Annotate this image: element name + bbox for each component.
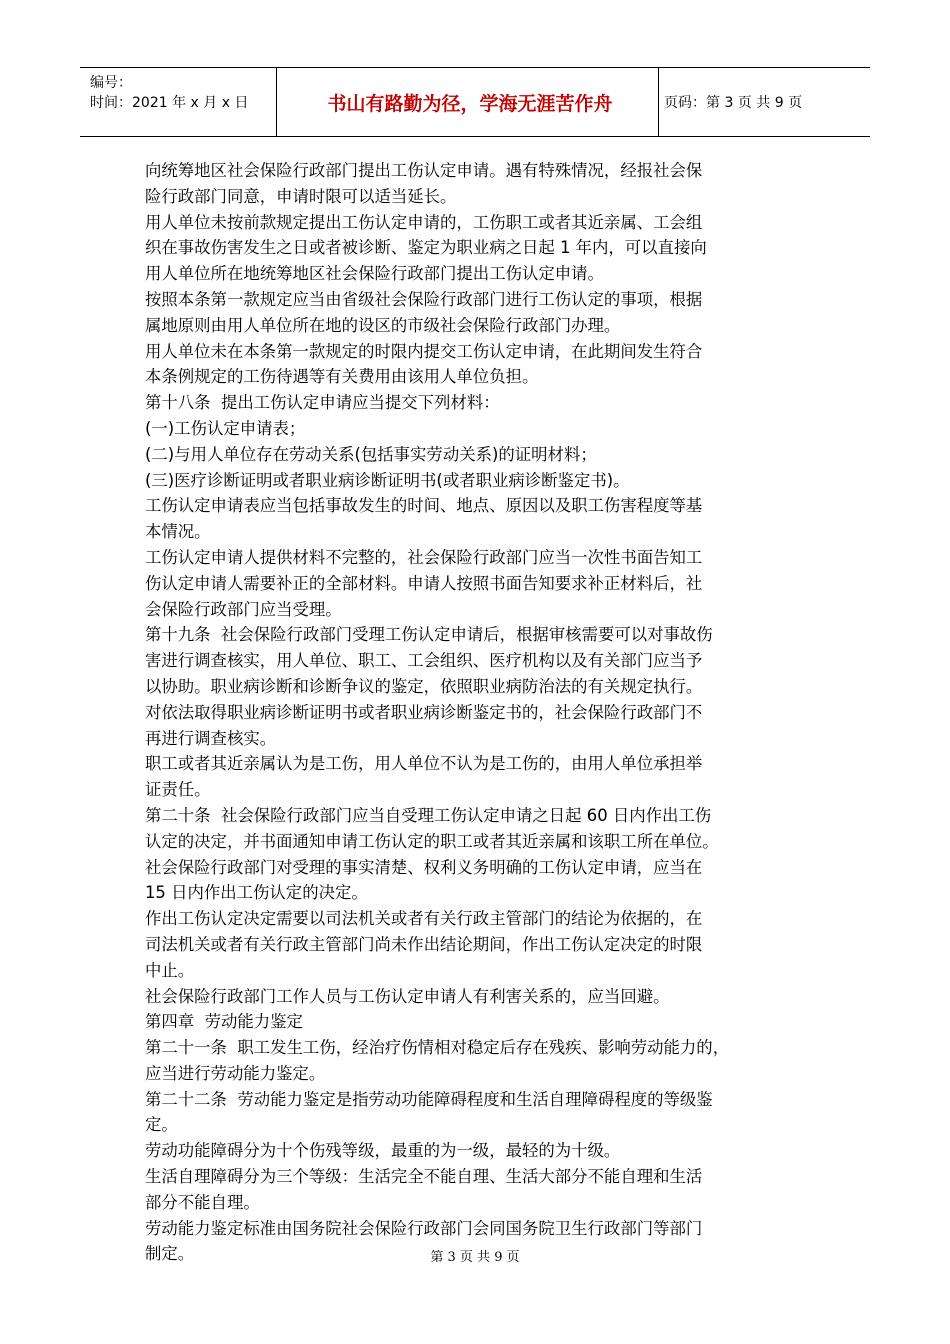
body-text-line: 生活自理障碍分为三个等级：生活完全不能自理、生活大部分不能自理和生活 xyxy=(145,1167,703,1187)
body-text-line: 本条例规定的工伤待遇等有关费用由该用人单位负担。 xyxy=(145,367,539,387)
header-divider-left xyxy=(276,67,277,137)
body-text-line: 害进行调查核实，用人单位、职工、工会组织、医疗机构以及有关部门应当予 xyxy=(145,651,703,671)
body-text-line: 工伤认定申请人提供材料不完整的，社会保险行政部门应当一次性书面告知工 xyxy=(145,547,703,567)
body-text-line: 职工或者其近亲属认为是工伤，用人单位不认为是工伤的，由用人单位承担举 xyxy=(145,754,703,774)
body-text-line: 第二十二条 劳动能力鉴定是指劳动功能障碍程度和生活自理障碍程度的等级鉴 xyxy=(145,1089,713,1109)
body-text-line: 第二十条 社会保险行政部门应当自受理工伤认定申请之日起 60 日内作出工伤 xyxy=(145,805,712,825)
document-number-label: 编号： xyxy=(90,75,132,91)
body-text-line: 劳动能力鉴定标准由国务院社会保险行政部门会同国务院卫生行政部门等部门 xyxy=(145,1218,703,1238)
body-text-line: 工伤认定申请表应当包括事故发生的时间、地点、原因以及职工伤害程度等基 xyxy=(145,496,703,516)
header-divider-right xyxy=(658,67,659,137)
body-text-line: (三)医疗诊断证明或者职业病诊断证明书(或者职业病诊断鉴定书)。 xyxy=(145,470,630,490)
body-text-line: 第二十一条 职工发生工伤，经治疗伤情相对稳定后存在残疾、影响劳动能力的， xyxy=(145,1038,730,1058)
page-footer: 第 3 页 共 9 页 xyxy=(430,1250,520,1265)
document-body xyxy=(145,158,815,1267)
body-text-line: 用人单位未在本条第一款规定的时限内提交工伤认定申请，在此期间发生符合 xyxy=(145,341,703,361)
document-time-label: 时间：2021 年 x 月 x 日 xyxy=(90,95,249,111)
body-text-line: 作出工伤认定决定需要以司法机关或者有关行政主管部门的结论为依据的，在 xyxy=(145,909,703,929)
body-text-line: 用人单位未按前款规定提出工伤认定申请的，工伤职工或者其近亲属、工会组 xyxy=(145,212,703,232)
body-text-line: 制定。 xyxy=(145,1244,195,1264)
body-text-line: 本情况。 xyxy=(145,522,211,542)
body-text-line: 再进行调查核实。 xyxy=(145,728,277,748)
body-text-line: 会保险行政部门应当受理。 xyxy=(145,599,342,619)
body-text-line: 险行政部门同意，申请时限可以适当延长。 xyxy=(145,186,457,206)
header-meta xyxy=(90,73,248,113)
body-text-line: (二)与用人单位存在劳动关系(包括事实劳动关系)的证明材料； xyxy=(145,444,597,464)
body-text-line: 按照本条第一款规定应当由省级社会保险行政部门进行工伤认定的事项，根据 xyxy=(145,289,703,309)
body-text-line: 伤认定申请人需要补正的全部材料。申请人按照书面告知要求补正材料后，社 xyxy=(145,573,703,593)
body-text-line: 向统筹地区社会保险行政部门提出工伤认定申请。遇有特殊情况，经报社会保 xyxy=(145,161,703,180)
header-page-indicator: 页码：第 3 页 共 9 页 xyxy=(664,95,803,111)
body-text-line: 认定的决定，并书面通知申请工伤认定的职工或者其近亲属和该职工所在单位。 xyxy=(145,831,719,851)
body-text-line: 第十九条 社会保险行政部门受理工伤认定申请后，根据审核需要可以对事故伤 xyxy=(145,625,713,645)
body-text-line: 以协助。职业病诊断和诊断争议的鉴定，依照职业病防治法的有关规定执行。 xyxy=(145,676,703,696)
body-text-line: 第十八条 提出工伤认定申请应当提交下列材料： xyxy=(145,393,500,413)
body-text-line: 部分不能自理。 xyxy=(145,1192,260,1212)
page-header xyxy=(80,67,870,137)
body-text-line: (一)工伤认定申请表； xyxy=(145,418,306,438)
header-motto: 书山有路勤为径，学海无涯苦作舟 xyxy=(327,92,613,115)
body-text-line: 证责任。 xyxy=(145,780,211,800)
body-text-line: 第四章 劳动能力鉴定 xyxy=(145,1012,303,1032)
body-text-line: 对依法取得职业病诊断证明书或者职业病诊断鉴定书的，社会保险行政部门不 xyxy=(145,702,703,722)
body-text-line: 司法机关或者有关行政主管部门尚未作出结论期间，作出工伤认定决定的时限 xyxy=(145,934,703,954)
body-text-line: 属地原则由用人单位所在地的设区的市级社会保险行政部门办理。 xyxy=(145,315,621,335)
body-text-line: 定。 xyxy=(145,1115,178,1135)
body-text-line: 用人单位所在地统筹地区社会保险行政部门提出工伤认定申请。 xyxy=(145,264,604,284)
body-text-line: 社会保险行政部门对受理的事实清楚、权利义务明确的工伤认定申请，应当在 xyxy=(145,857,703,877)
body-text-line: 社会保险行政部门工作人员与工伤认定申请人有利害关系的，应当回避。 xyxy=(145,986,670,1006)
body-text-line: 15 日内作出工伤认定的决定。 xyxy=(145,883,368,903)
body-text-line: 织在事故伤害发生之日或者被诊断、鉴定为职业病之日起 1 年内，可以直接向 xyxy=(145,238,707,258)
body-text-line: 劳动功能障碍分为十个伤残等级，最重的为一级，最轻的为十级。 xyxy=(145,1141,621,1161)
body-text-line: 中止。 xyxy=(145,960,195,980)
body-text-line: 应当进行劳动能力鉴定。 xyxy=(145,1063,326,1083)
